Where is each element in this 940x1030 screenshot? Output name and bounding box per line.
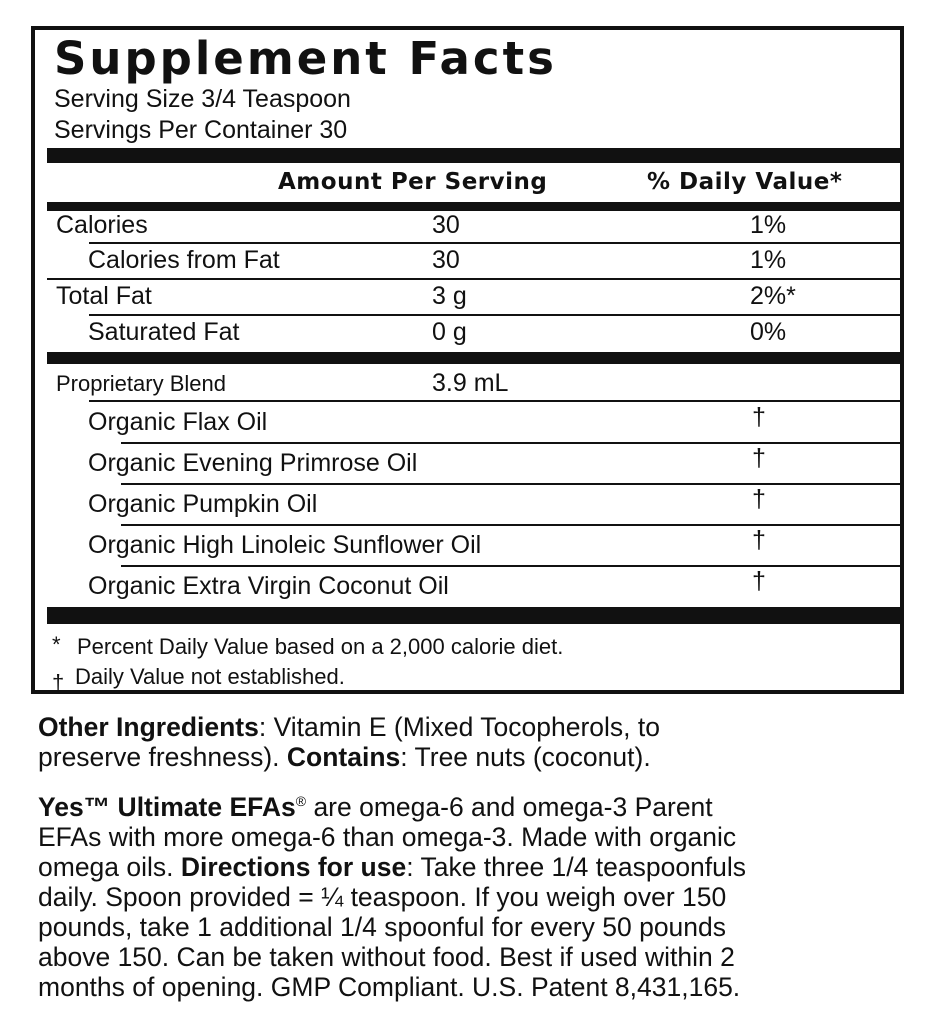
description-line: months of opening. GMP Compliant. U.S. Patent 8,431,165. [38, 972, 741, 1002]
blend-item: Organic High Linoleic Sunflower Oil [88, 531, 482, 559]
nutrient-name: Saturated Fat [88, 318, 240, 346]
contains-label: Contains [286, 742, 401, 772]
nutrient-amount: 30 [432, 211, 460, 239]
blend-item: Organic Evening Primrose Oil [88, 449, 418, 477]
divider-medium [47, 202, 900, 211]
footnote-star-symbol: * [52, 632, 61, 657]
nutrient-dv: 1% [750, 246, 787, 274]
divider-thick [47, 607, 900, 624]
other-ingredients-line-1 [38, 712, 898, 742]
divider-thick [47, 148, 900, 163]
other-ingredients [38, 712, 898, 772]
product-description [38, 786, 898, 1002]
row-divider [121, 442, 900, 444]
header-daily-value: % Daily Value* [647, 169, 843, 195]
blend-item: Organic Extra Virgin Coconut Oil [88, 572, 449, 600]
row-divider [89, 400, 900, 402]
nutrient-dv: 2%* [750, 282, 796, 310]
supplement-facts-panel [31, 26, 904, 694]
other-ingredients-text: preserve freshness). [38, 742, 280, 772]
row-divider [121, 565, 900, 567]
dagger-mark: † [752, 485, 766, 513]
dagger-mark: † [752, 444, 766, 472]
blend-amount: 3.9 mL [432, 369, 509, 397]
dagger-mark: † [752, 567, 766, 595]
description-line [38, 852, 898, 882]
nutrient-dv: 1% [750, 211, 787, 239]
nutrient-amount: 30 [432, 246, 460, 274]
row-divider [121, 483, 900, 485]
row-divider [47, 278, 900, 280]
description-line: EFAs with more omega-6 than omega-3. Made with organic [38, 822, 737, 852]
servings-per-container: Servings Per Container 30 [54, 116, 348, 144]
directions-label: Directions for use [180, 852, 407, 882]
serving-size: Serving Size 3/4 Teaspoon [54, 85, 351, 113]
description-line: pounds, take 1 additional 1/4 spoonful for every 50 pounds [38, 912, 727, 942]
divider-medium [47, 352, 900, 364]
nutrient-amount: 0 g [432, 318, 467, 346]
registered-mark: ® [295, 793, 307, 809]
product-name: Yes™ Ultimate EFAs [38, 792, 296, 822]
nutrient-name: Calories [56, 211, 148, 239]
nutrient-name: Calories from Fat [88, 246, 280, 274]
description-text: : Take three 1/4 teaspoonfuls [406, 852, 747, 882]
row-divider [89, 242, 900, 244]
nutrient-amount: 3 g [432, 282, 467, 310]
contains-text: : Tree nuts (coconut). [400, 742, 651, 772]
description-text: omega oils. [38, 852, 174, 882]
nutrient-name: Total Fat [56, 282, 152, 310]
dagger-mark: † [752, 526, 766, 554]
description-line: above 150. Can be taken without food. Best if used within 2 [38, 942, 735, 972]
other-ingredients-text: : Vitamin E (Mixed Tocopherols, to [258, 712, 660, 742]
blend-item: Organic Pumpkin Oil [88, 490, 318, 518]
footnote-dagger: Daily Value not established. [75, 664, 345, 689]
description-line: daily. Spoon provided = ¼ teaspoon. If you weigh over 150 [38, 882, 727, 912]
blend-name: Proprietary Blend [56, 371, 226, 396]
header-amount: Amount Per Serving [278, 169, 548, 195]
description-line [38, 786, 898, 822]
footnote-dagger-symbol: † [52, 670, 65, 695]
dagger-mark: † [752, 403, 766, 431]
panel-title: Supplement Facts [54, 32, 557, 85]
row-divider [89, 314, 900, 316]
description-text: are omega-6 and omega-3 Parent [306, 792, 713, 822]
footnote-star: Percent Daily Value based on a 2,000 calorie diet. [77, 634, 564, 659]
blend-item: Organic Flax Oil [88, 408, 268, 436]
row-divider [121, 524, 900, 526]
other-ingredients-line-2 [38, 742, 898, 772]
other-ingredients-label: Other Ingredients [38, 712, 259, 742]
nutrient-dv: 0% [750, 318, 787, 346]
